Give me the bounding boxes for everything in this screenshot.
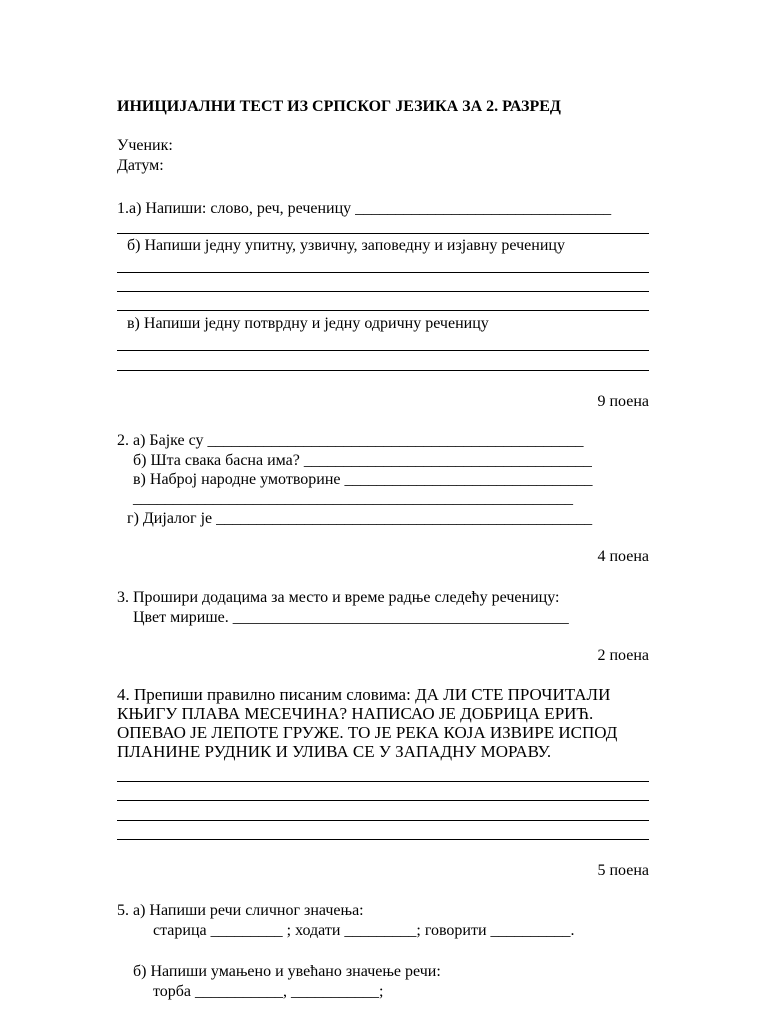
date-label: Датум:	[117, 157, 164, 174]
q4-line-2: КЊИГУ ПЛАВА МЕСЕЧИНА? НАПИСАО ЈЕ ДОБРИЦА ЕРИЋ.	[117, 704, 594, 723]
answer-line	[117, 310, 649, 311]
q2-points: 4 поена	[597, 548, 649, 565]
q1-a: 1.а) Напиши: слово, реч, реченицу ________________________________	[117, 200, 612, 217]
q5-a-items: старица _________ ; ходати _________; говорити __________.	[153, 922, 575, 939]
q3-sentence: Цвет мирише. __________________________________________	[133, 609, 569, 626]
q3-points: 2 поена	[597, 647, 649, 664]
q5-b: б) Напиши умањено и увећано значење речи:	[133, 963, 441, 980]
answer-line	[117, 839, 649, 840]
q2-b: б) Шта свака басна има? ____________________________________	[133, 452, 592, 469]
student-label: Ученик:	[117, 137, 173, 154]
answer-line	[117, 272, 649, 273]
answer-line	[117, 291, 649, 292]
q1-b: б) Напиши једну упитну, узвичну, заповедну и изјавну реченицу	[127, 237, 565, 254]
q5-b-items: торба ___________, ___________;	[153, 983, 384, 1000]
answer-line	[117, 800, 649, 801]
answer-line	[117, 820, 649, 821]
q2-a: 2. а) Бајке су _______________________________________________	[117, 432, 584, 449]
q2-v-continuation: _______________________________________________________	[133, 490, 573, 507]
q5-a: 5. а) Напиши речи сличног значења:	[117, 902, 364, 919]
answer-line	[117, 350, 649, 351]
q4-line-1: 4. Препиши правилно писаним словима: ДА ЛИ СТЕ ПРОЧИТАЛИ	[117, 685, 611, 704]
q2-g: г) Дијалог је _______________________________________________	[127, 510, 593, 527]
page-title: ИНИЦИЈАЛНИ ТЕСТ ИЗ СРПСКОГ ЈЕЗИКА ЗА 2. РАЗРЕД	[117, 98, 561, 115]
q2-v: в) Наброј народне умотворине _______________________________	[133, 471, 593, 488]
answer-line	[117, 781, 649, 782]
q1-points: 9 поена	[597, 393, 649, 410]
q4-points: 5 поена	[597, 862, 649, 879]
q1-v: в) Напиши једну потврдну и једну одричну реченицу	[127, 315, 489, 332]
q4-line-4: ПЛАНИНЕ РУДНИК И УЛИВА СЕ У ЗАПАДНУ МОРАВУ.	[117, 742, 552, 761]
answer-line	[117, 370, 649, 371]
answer-line	[117, 233, 649, 234]
q3-text: 3. Прошири додацима за место и време радње следећу реченицу:	[117, 589, 560, 606]
q4-line-3: ОПЕВАО ЈЕ ЛЕПОТЕ ГРУЖЕ. ТО ЈЕ РЕКА КОЈА ИЗВИРЕ ИСПОД	[117, 723, 618, 742]
